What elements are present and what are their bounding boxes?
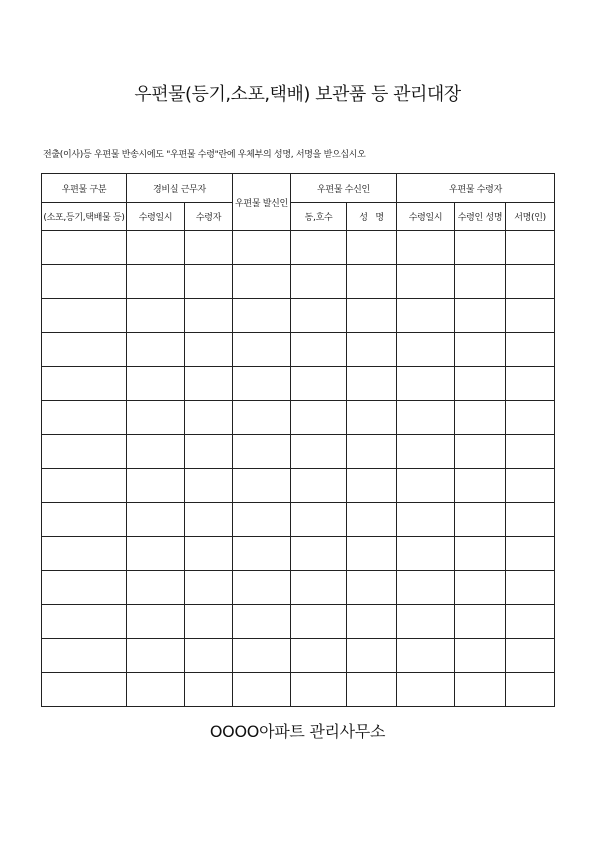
cell-pickup-signature[interactable] [506, 333, 555, 367]
cell-sender[interactable] [233, 537, 291, 571]
cell-sender[interactable] [233, 231, 291, 265]
header-guard-group: 경비실 근무자 [127, 174, 233, 203]
cell-pickup-receiver-name[interactable] [455, 299, 506, 333]
cell-pickup-receiver-name[interactable] [455, 333, 506, 367]
header-category: 우편물 구분 [42, 174, 127, 203]
header-recipient-unit: 동,호수 [291, 203, 347, 231]
cell-pickup-signature[interactable] [506, 571, 555, 605]
cell-recipient-name[interactable] [347, 401, 397, 435]
cell-pickup-received-at[interactable] [397, 401, 455, 435]
table-row [42, 333, 555, 367]
cell-pickup-received-at[interactable] [397, 639, 455, 673]
cell-category[interactable] [42, 435, 127, 469]
cell-guard-received-at[interactable] [127, 571, 185, 605]
cell-guard-receiver[interactable] [185, 367, 233, 401]
cell-pickup-receiver-name[interactable] [455, 469, 506, 503]
cell-category[interactable] [42, 639, 127, 673]
table-row [42, 469, 555, 503]
cell-pickup-signature[interactable] [506, 299, 555, 333]
cell-sender[interactable] [233, 503, 291, 537]
cell-pickup-received-at[interactable] [397, 299, 455, 333]
cell-guard-receiver[interactable] [185, 299, 233, 333]
cell-recipient-name[interactable] [347, 231, 397, 265]
cell-pickup-receiver-name[interactable] [455, 503, 506, 537]
cell-sender[interactable] [233, 571, 291, 605]
cell-category[interactable] [42, 401, 127, 435]
cell-recipient-name[interactable] [347, 605, 397, 639]
cell-recipient-name[interactable] [347, 333, 397, 367]
cell-guard-receiver[interactable] [185, 673, 233, 707]
cell-pickup-received-at[interactable] [397, 503, 455, 537]
table-row [42, 401, 555, 435]
cell-recipient-name[interactable] [347, 265, 397, 299]
cell-guard-receiver[interactable] [185, 571, 233, 605]
cell-recipient-unit[interactable] [291, 401, 347, 435]
cell-category[interactable] [42, 673, 127, 707]
cell-sender[interactable] [233, 333, 291, 367]
cell-guard-receiver[interactable] [185, 605, 233, 639]
cell-recipient-unit[interactable] [291, 469, 347, 503]
cell-pickup-received-at[interactable] [397, 367, 455, 401]
cell-pickup-signature[interactable] [506, 435, 555, 469]
cell-recipient-name[interactable] [347, 469, 397, 503]
cell-category[interactable] [42, 503, 127, 537]
cell-pickup-signature[interactable] [506, 401, 555, 435]
cell-recipient-name[interactable] [347, 503, 397, 537]
cell-sender[interactable] [233, 299, 291, 333]
cell-pickup-receiver-name[interactable] [455, 639, 506, 673]
cell-category[interactable] [42, 265, 127, 299]
cell-recipient-name[interactable] [347, 571, 397, 605]
cell-pickup-signature[interactable] [506, 367, 555, 401]
ledger-body [42, 231, 555, 707]
cell-guard-received-at[interactable] [127, 673, 185, 707]
mail-ledger-table [41, 173, 555, 707]
cell-recipient-unit[interactable] [291, 639, 347, 673]
cell-pickup-signature[interactable] [506, 231, 555, 265]
cell-pickup-signature[interactable] [506, 673, 555, 707]
cell-pickup-received-at[interactable] [397, 605, 455, 639]
office-footer: OOOO아파트 관리사무소 [209, 722, 386, 741]
cell-guard-received-at[interactable] [127, 333, 185, 367]
table-row [42, 673, 555, 707]
cell-guard-receiver[interactable] [185, 435, 233, 469]
cell-recipient-unit[interactable] [291, 503, 347, 537]
cell-pickup-received-at[interactable] [397, 469, 455, 503]
table-row [42, 571, 555, 605]
cell-recipient-unit[interactable] [291, 571, 347, 605]
cell-pickup-received-at[interactable] [397, 673, 455, 707]
cell-category[interactable] [42, 231, 127, 265]
header-pickup-received-at: 수령일시 [397, 203, 455, 231]
header-pickup-group: 우편물 수령자 [397, 174, 555, 203]
cell-guard-receiver[interactable] [185, 537, 233, 571]
cell-category[interactable] [42, 571, 127, 605]
cell-pickup-signature[interactable] [506, 639, 555, 673]
cell-guard-received-at[interactable] [127, 605, 185, 639]
cell-pickup-receiver-name[interactable] [455, 435, 506, 469]
cell-pickup-received-at[interactable] [397, 265, 455, 299]
cell-pickup-signature[interactable] [506, 265, 555, 299]
cell-sender[interactable] [233, 605, 291, 639]
header-pickup-receiver-name: 수령인 성명 [455, 203, 506, 231]
cell-pickup-signature[interactable] [506, 469, 555, 503]
cell-guard-receiver[interactable] [185, 639, 233, 673]
cell-sender[interactable] [233, 639, 291, 673]
cell-guard-received-at[interactable] [127, 231, 185, 265]
cell-category[interactable] [42, 537, 127, 571]
cell-guard-receiver[interactable] [185, 333, 233, 367]
cell-recipient-name[interactable] [347, 639, 397, 673]
cell-guard-receiver[interactable] [185, 401, 233, 435]
table-row [42, 605, 555, 639]
cell-category[interactable] [42, 605, 127, 639]
cell-recipient-unit[interactable] [291, 605, 347, 639]
header-sender: 우편물 발신인 [233, 174, 291, 231]
header-recipient-name: 성 명 [347, 203, 397, 231]
header-recipient-group: 우편물 수신인 [291, 174, 397, 203]
cell-recipient-unit[interactable] [291, 299, 347, 333]
table-row [42, 503, 555, 537]
cell-sender[interactable] [233, 265, 291, 299]
cell-recipient-unit[interactable] [291, 367, 347, 401]
cell-pickup-receiver-name[interactable] [455, 265, 506, 299]
cell-recipient-unit[interactable] [291, 673, 347, 707]
table-row [42, 537, 555, 571]
cell-guard-receiver[interactable] [185, 231, 233, 265]
cell-guard-received-at[interactable] [127, 299, 185, 333]
cell-recipient-unit[interactable] [291, 435, 347, 469]
cell-guard-received-at[interactable] [127, 469, 185, 503]
cell-category[interactable] [42, 469, 127, 503]
header-guard-receiver: 수령자 [185, 203, 233, 231]
table-row [42, 231, 555, 265]
cell-guard-receiver[interactable] [185, 503, 233, 537]
table-row [42, 299, 555, 333]
cell-pickup-signature[interactable] [506, 537, 555, 571]
table-row [42, 265, 555, 299]
cell-sender[interactable] [233, 673, 291, 707]
cell-recipient-name[interactable] [347, 435, 397, 469]
cell-guard-receiver[interactable] [185, 469, 233, 503]
cell-recipient-name[interactable] [347, 367, 397, 401]
cell-guard-received-at[interactable] [127, 401, 185, 435]
cell-pickup-receiver-name[interactable] [455, 605, 506, 639]
cell-pickup-received-at[interactable] [397, 435, 455, 469]
cell-recipient-unit[interactable] [291, 537, 347, 571]
cell-pickup-receiver-name[interactable] [455, 401, 506, 435]
cell-guard-received-at[interactable] [127, 639, 185, 673]
cell-recipient-name[interactable] [347, 299, 397, 333]
cell-guard-received-at[interactable] [127, 537, 185, 571]
cell-pickup-received-at[interactable] [397, 571, 455, 605]
cell-pickup-receiver-name[interactable] [455, 537, 506, 571]
cell-sender[interactable] [233, 435, 291, 469]
cell-category[interactable] [42, 299, 127, 333]
cell-guard-received-at[interactable] [127, 265, 185, 299]
cell-pickup-receiver-name[interactable] [455, 673, 506, 707]
cell-pickup-signature[interactable] [506, 605, 555, 639]
table-row [42, 435, 555, 469]
cell-recipient-unit[interactable] [291, 231, 347, 265]
cell-sender[interactable] [233, 401, 291, 435]
cell-sender[interactable] [233, 469, 291, 503]
cell-pickup-signature[interactable] [506, 503, 555, 537]
cell-guard-receiver[interactable] [185, 265, 233, 299]
cell-recipient-name[interactable] [347, 537, 397, 571]
cell-pickup-receiver-name[interactable] [455, 571, 506, 605]
cell-recipient-name[interactable] [347, 673, 397, 707]
table-row [42, 367, 555, 401]
instruction-notice: 전출(이사)등 우편물 반송시에도 "우편물 수령"란에 우체부의 성명, 서명을 받으십시오 [43, 150, 366, 160]
cell-guard-received-at[interactable] [127, 503, 185, 537]
cell-pickup-received-at[interactable] [397, 537, 455, 571]
cell-sender[interactable] [233, 367, 291, 401]
cell-pickup-receiver-name[interactable] [455, 367, 506, 401]
cell-guard-received-at[interactable] [127, 435, 185, 469]
cell-pickup-received-at[interactable] [397, 333, 455, 367]
cell-pickup-receiver-name[interactable] [455, 231, 506, 265]
cell-recipient-unit[interactable] [291, 265, 347, 299]
cell-pickup-received-at[interactable] [397, 231, 455, 265]
header-guard-received-at: 수령일시 [127, 203, 185, 231]
document-title: 우편물(등기,소포,택배) 보관품 등 관리대장 [134, 84, 461, 105]
cell-guard-received-at[interactable] [127, 367, 185, 401]
cell-category[interactable] [42, 367, 127, 401]
table-row [42, 639, 555, 673]
cell-recipient-unit[interactable] [291, 333, 347, 367]
header-category-detail: (소포,등기,택배물 등) [42, 203, 127, 231]
cell-category[interactable] [42, 333, 127, 367]
header-pickup-signature: 서명(인) [506, 203, 555, 231]
